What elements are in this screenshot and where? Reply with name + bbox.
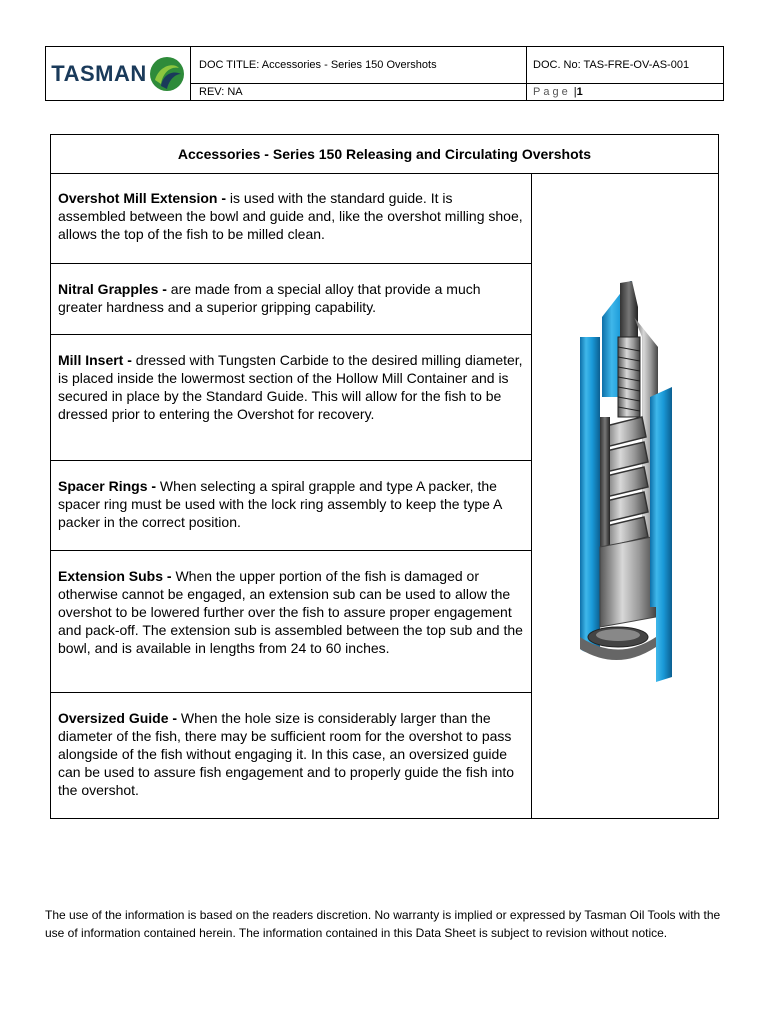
accessory-description: is used with the standard guide. It is assembled between the bowl and guide and, like the overshot milling shoe, allows the top of the fish to be milled clean.	[58, 190, 523, 242]
logo-swirl-icon	[149, 56, 185, 92]
accessory-row-spacer-rings	[51, 461, 531, 551]
accessory-row-oversized-guide	[51, 693, 531, 818]
accessory-description: When the upper portion of the fish is damaged or otherwise cannot be engaged, an extension sub can be used to allow the overshot to be lowered further over the fish to assure proper engagement and pack-off. The extension sub is assembled between the top sub and the bowl, and is available in lengths from 24 to 60 inches.	[58, 568, 523, 656]
doc-number: DOC. No: TAS-FRE-OV-AS-001	[527, 47, 723, 84]
table-title: Accessories - Series 150 Releasing and Circulating Overshots	[51, 135, 718, 174]
page-separator: |	[573, 86, 577, 98]
logo-text: TASMAN	[51, 60, 147, 86]
accessory-row-nitral-grapples	[51, 264, 531, 335]
accessory-list	[51, 173, 532, 818]
accessories-table	[50, 134, 719, 819]
page-number: 1	[576, 86, 583, 98]
page-indicator	[527, 84, 723, 100]
accessory-row-extension-subs	[51, 551, 531, 693]
accessory-description: When the hole size is considerably larger than the diameter of the fish, there may be sufficient room for the overshot to pass alongside of the fish without engaging it. In this case, an oversized guide can be used to assure fish engagement and to properly guide the fish into the overshot.	[58, 710, 515, 798]
accessory-description: are made from a special alloy that provide a much greater hardness and a superior gripping capability.	[58, 281, 481, 315]
accessory-term: Spacer Rings -	[58, 478, 157, 494]
accessory-term: Nitral Grapples -	[58, 281, 167, 297]
document-header	[45, 46, 724, 101]
accessory-term: Mill Insert -	[58, 352, 132, 368]
overshot-cutaway-illustration	[572, 277, 682, 687]
accessory-description: When selecting a spiral grapple and type A packer, the spacer ring must be used with the lock ring assembly to keep the type A packer in the correct position.	[58, 478, 502, 530]
overshot-illustration-cell	[532, 173, 718, 818]
revision: REV: NA	[191, 84, 527, 100]
accessory-term: Overshot Mill Extension -	[58, 190, 227, 206]
accessory-row-mill-insert	[51, 335, 531, 461]
accessory-description: dressed with Tungsten Carbide to the desired milling diameter, is placed inside the lowermost section of the Hollow Mill Container and is secured in place by the Standard Guide. This will allow for the fish to be dressed prior to entering the Overshot for recovery.	[58, 352, 523, 422]
accessory-term: Oversized Guide -	[58, 710, 178, 726]
accessory-row-mill-extension	[51, 173, 531, 264]
page-label: Page	[533, 86, 571, 98]
doc-title: DOC TITLE: Accessories - Series 150 Overshots	[191, 47, 527, 84]
disclaimer: The use of the information is based on the readers discretion. No warranty is implied or expressed by Tasman Oil Tools with the use of information contained herein. The information contained in this Data Sheet is subject to revision without notice.	[45, 908, 721, 940]
company-logo	[46, 47, 191, 100]
accessory-term: Extension Subs -	[58, 568, 172, 584]
